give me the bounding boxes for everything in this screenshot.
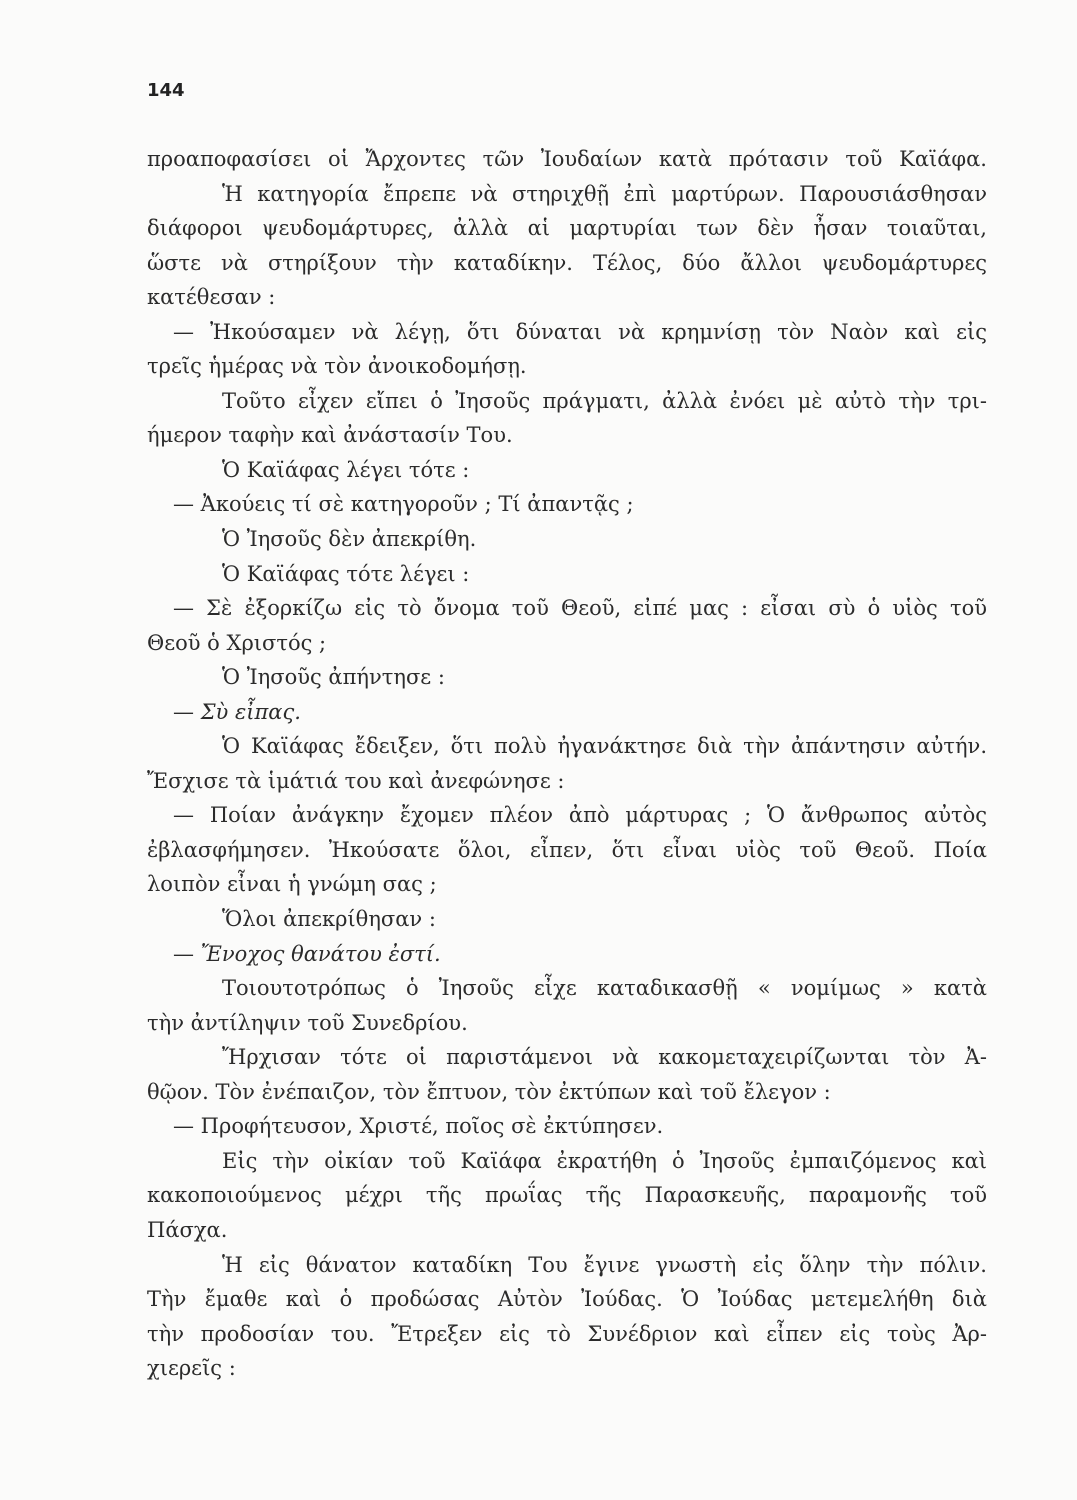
- text-line: Θεοῦ ὁ Χριστός ;: [147, 630, 327, 655]
- text-line: Ὁ Ἰησοῦς ἀπήντησε :: [222, 665, 445, 690]
- dash-mark: —: [173, 699, 201, 724]
- text-line: Πάσχα.: [147, 1217, 228, 1242]
- text-line: Τὴν ἔμαθε καὶ ὁ προδώσας Αὐτὸν Ἰούδας. Ὁ Ἰούδας μετεμελήθη διὰ: [147, 1287, 987, 1312]
- text-line: Ὁ Καϊάφας λέγει τότε :: [222, 457, 470, 482]
- text-line: λοιπὸν εἶναι ἡ γνώμη σας ;: [147, 872, 437, 897]
- text-line: τρεῖς ἡμέρας νὰ τὸν ἀνοικοδομήσῃ.: [147, 354, 527, 379]
- dash-mark: —: [173, 941, 201, 966]
- text-line: τὴν ἀντίληψιν τοῦ Συνεδρίου.: [147, 1010, 468, 1035]
- text-line: προαποφασίσει οἱ Ἄρχοντες τῶν Ἰουδαίων κατὰ πρότασιν τοῦ Καϊάφα.: [147, 147, 987, 171]
- text-line: Ἤρχισαν τότε οἱ παριστάμενοι νὰ κακομεταχειρίζωνται τὸν Ἀ-: [222, 1045, 987, 1070]
- text-line: Ἡ κατηγορία ἔπρεπε νὰ στηριχθῇ ἐπὶ μαρτύρων. Παρουσιάσθησαν: [222, 181, 987, 206]
- text-line: Ὁ Καϊάφας ἔδειξεν, ὅτι πολὺ ἠγανάκτησε διὰ τὴν ἀπάντησιν αὐτήν.: [222, 734, 987, 759]
- text-line: — Προφήτευσον, Χριστέ, ποῖος σὲ ἐκτύπησεν.: [173, 1114, 664, 1139]
- text-line: Ἔσχισε τὰ ἱμάτιά του καὶ ἀνεφώνησε :: [147, 768, 565, 793]
- text-line: — Σὲ ἐξορκίζω εἰς τὸ ὄνομα τοῦ Θεοῦ, εἰπέ μας : εἶσαι σὺ ὁ υἱὸς τοῦ: [173, 596, 987, 621]
- text-line: Ὁ Καϊάφας τότε λέγει :: [222, 561, 470, 586]
- text-line: Εἰς τὴν οἰκίαν τοῦ Καϊάφα ἐκρατήθη ὁ Ἰησοῦς ἐμπαιζόμενος καὶ: [222, 1148, 987, 1173]
- italic-text: Ἔνοχος θανάτου ἐστί.: [200, 941, 441, 966]
- text-line: ὥστε νὰ στηρίξουν τὴν καταδίκην. Τέλος, δύο ἄλλοι ψευδομάρτυρες: [147, 250, 987, 275]
- text-line: [147, 695, 987, 730]
- text-line: — Ἀκούεις τί σὲ κατηγοροῦν ; Τί ἀπαντᾷς ;: [173, 492, 634, 517]
- text-line: — Ἠκούσαμεν νὰ λέγῃ, ὅτι δύναται νὰ κρημνίσῃ τὸν Ναὸν καὶ εἰς: [173, 319, 987, 344]
- text-line: χιερεῖς :: [147, 1356, 236, 1381]
- text-line: θῷον. Τὸν ἐνέπαιζον, τὸν ἔπτυον, τὸν ἐκτύπων καὶ τοῦ ἔλεγον :: [147, 1079, 831, 1104]
- text-line: διάφοροι ψευδομάρτυρες, ἀλλὰ αἱ μαρτυρίαι των δὲν ἦσαν τοιαῦται,: [147, 216, 987, 241]
- text-line: ἐβλασφήμησεν. Ἠκούσατε ὅλοι, εἶπεν, ὅτι εἶναι υἱὸς τοῦ Θεοῦ. Ποία: [147, 837, 987, 862]
- text-body: [147, 142, 987, 1386]
- text-line: Τοῦτο εἶχεν εἴπει ὁ Ἰησοῦς πράγματι, ἀλλὰ ἐνόει μὲ αὐτὸ τὴν τρι-: [222, 388, 987, 413]
- text-line: [147, 937, 987, 972]
- text-line: Ἡ εἰς θάνατον καταδίκη Του ἔγινε γνωστὴ εἰς ὅλην τὴν πόλιν.: [222, 1252, 987, 1277]
- page-number: 144: [147, 80, 185, 101]
- text-line: Τοιουτοτρόπως ὁ Ἰησοῦς εἶχε καταδικασθῇ « νομίμως » κατὰ: [222, 976, 987, 1001]
- text-line: Ὅλοι ἀπεκρίθησαν :: [222, 907, 436, 932]
- text-line: Ὁ Ἰησοῦς δὲν ἀπεκρίθη.: [222, 527, 477, 552]
- text-line: ήμερον ταφὴν καὶ ἀνάστασίν Του.: [147, 423, 513, 448]
- italic-text: Σὺ εἶπας.: [200, 699, 301, 724]
- text-line: τὴν προδοσίαν του. Ἔτρεξεν εἰς τὸ Συνέδριον καὶ εἶπεν εἰς τοὺς Ἀρ-: [147, 1321, 987, 1346]
- text-line: — Ποίαν ἀνάγκην ἔχομεν πλέον ἀπὸ μάρτυρας ; Ὁ ἄνθρωπος αὐτὸς: [173, 803, 987, 828]
- text-line: κατέθεσαν :: [147, 285, 276, 310]
- text-line: κακοποιούμενος μέχρι τῆς πρωΐας τῆς Παρασκευῆς, παραμονῆς τοῦ: [147, 1183, 987, 1208]
